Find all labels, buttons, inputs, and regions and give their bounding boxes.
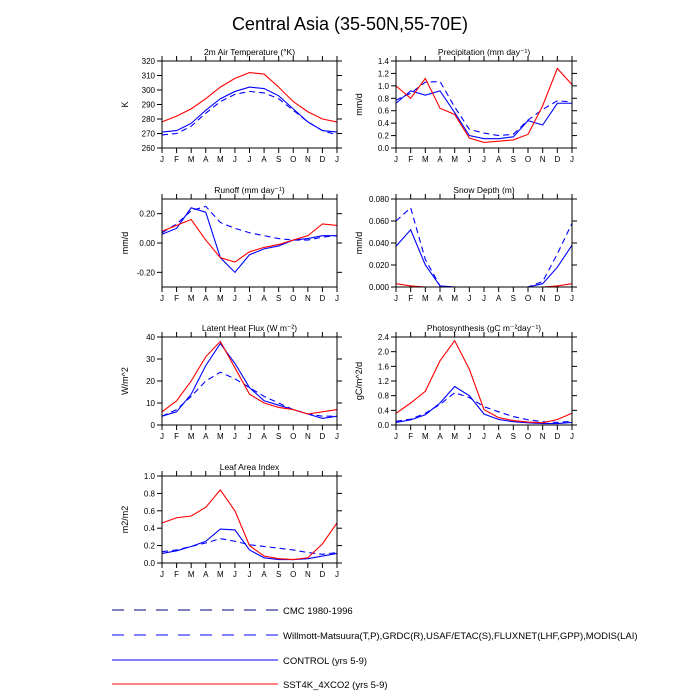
x-tick-label: N: [304, 570, 311, 579]
y-tick-label: 270: [141, 129, 155, 139]
series-line-sst4k: [162, 73, 337, 122]
y-tick-label: 2.4: [377, 333, 389, 342]
plot-frame: [162, 61, 337, 148]
panel-title: Leaf Area Index: [219, 462, 280, 472]
series-line-control: [396, 230, 572, 287]
y-tick-label: 0.00: [139, 239, 155, 248]
y-tick-label: 0.20: [139, 209, 155, 219]
x-tick-label: A: [203, 155, 209, 164]
plot-frame: [396, 337, 572, 425]
y-tick-label: 30: [146, 355, 155, 364]
x-tick-label: D: [319, 570, 326, 579]
y-tick-label: 0.2: [377, 131, 389, 141]
y-tick-label: 310: [141, 71, 155, 81]
series-line-obs: [396, 393, 572, 423]
x-tick-label: J: [482, 432, 486, 441]
x-tick-label: O: [290, 570, 297, 579]
x-tick-label: J: [160, 294, 164, 303]
x-tick-label: M: [421, 155, 429, 164]
x-tick-label: M: [216, 432, 224, 441]
x-tick-label: O: [290, 432, 297, 441]
x-tick-label: J: [467, 294, 472, 303]
x-tick-label: D: [319, 432, 326, 441]
y-tick-label: 1.0: [377, 81, 389, 91]
x-tick-label: J: [335, 570, 339, 579]
x-tick-label: M: [187, 155, 195, 164]
series-line-sst4k: [396, 68, 572, 142]
x-tick-label: A: [203, 294, 209, 303]
y-tick-label: 0.8: [377, 391, 389, 401]
y-tick-label: 280: [141, 115, 155, 124]
y-tick-label: 1.6: [377, 362, 389, 372]
x-tick-label: F: [174, 294, 180, 303]
panel-7: [120, 462, 342, 579]
x-tick-label: M: [421, 294, 429, 303]
x-tick-label: J: [394, 155, 398, 164]
x-tick-label: J: [482, 155, 486, 164]
x-tick-label: M: [187, 570, 195, 579]
x-tick-label: A: [203, 432, 209, 441]
x-tick-label: O: [290, 294, 297, 303]
x-tick-label: D: [319, 294, 326, 303]
x-tick-label: A: [437, 432, 443, 441]
series-line-sst4k: [396, 341, 572, 423]
x-tick-label: F: [174, 432, 180, 441]
y-tick-label: 0.6: [377, 106, 389, 116]
x-tick-label: J: [335, 432, 339, 441]
y-tick-label: 0.000: [368, 283, 389, 292]
x-tick-label: J: [482, 294, 486, 303]
x-tick-label: A: [495, 432, 502, 441]
legend: [112, 606, 638, 691]
y-tick-label: 1.2: [377, 377, 389, 386]
y-tick-label: 0.2: [143, 541, 155, 551]
x-tick-label: S: [275, 294, 282, 303]
series-line-sst4k: [162, 220, 337, 263]
x-tick-label: J: [335, 155, 339, 164]
plot-frame: [162, 337, 337, 425]
x-tick-label: S: [275, 570, 282, 579]
panel-title: Photosynthesis (gC m⁻²day⁻¹): [426, 323, 542, 333]
series-line-obs: [396, 82, 572, 136]
plot-frame: [396, 199, 572, 287]
y-tick-label: 20: [146, 377, 155, 386]
x-tick-label: S: [510, 432, 517, 441]
x-tick-label: J: [232, 570, 237, 579]
x-tick-label: J: [160, 432, 164, 441]
figure-title: Central Asia (35-50N,55-70E): [231, 14, 469, 34]
y-tick-label: 1.4: [377, 57, 389, 66]
x-tick-label: O: [524, 155, 532, 164]
x-tick-label: M: [421, 432, 429, 441]
legend-label-3: CONTROL (yrs 5-9): [283, 656, 368, 667]
x-tick-label: J: [570, 155, 574, 164]
y-tick-label: 0.4: [377, 406, 389, 416]
panel-6: [354, 323, 577, 441]
y-tick-label: 260: [141, 144, 155, 153]
x-tick-label: J: [247, 570, 252, 579]
x-tick-label: J: [394, 432, 398, 441]
legend-label-2: Willmott-Matsuura(T,P),GRDC(R),USAF/ETAC(S),FLUXNET(LHF,GPP),MODIS(LAI): [283, 631, 638, 642]
panel-2: [354, 47, 577, 164]
plot-frame: [396, 61, 572, 148]
y-axis-label: mm/d: [354, 231, 364, 255]
panel-3: [120, 185, 342, 303]
x-tick-label: M: [216, 155, 224, 164]
panel-title: Latent Heat Flux (W m⁻²): [201, 323, 298, 333]
y-tick-label: 0.8: [377, 94, 389, 104]
x-tick-label: M: [216, 570, 224, 579]
x-tick-label: A: [261, 432, 267, 441]
y-axis-label: gC/m^2/d: [354, 361, 364, 401]
legend-label-1: CMC 1980-1996: [283, 606, 353, 617]
x-tick-label: D: [554, 432, 561, 441]
x-tick-label: S: [510, 294, 517, 303]
y-tick-label: 0.0: [377, 421, 389, 430]
x-tick-label: S: [510, 155, 517, 164]
x-tick-label: A: [495, 155, 502, 164]
y-tick-label: 0.080: [368, 195, 389, 204]
x-tick-label: A: [261, 155, 267, 164]
x-tick-label: O: [290, 155, 297, 164]
x-tick-label: O: [524, 432, 532, 441]
panel-title: Runoff (mm day⁻¹): [214, 185, 285, 195]
y-tick-label: 0.020: [368, 261, 389, 270]
panels: [120, 47, 577, 579]
x-tick-label: M: [187, 294, 195, 303]
x-tick-label: F: [174, 570, 180, 579]
y-tick-label: 0.6: [143, 506, 155, 516]
y-axis-label: m2/m2: [120, 505, 130, 534]
series-line-control: [162, 87, 337, 132]
x-tick-label: D: [319, 155, 326, 164]
x-tick-label: J: [467, 155, 472, 164]
x-tick-label: A: [261, 570, 267, 579]
x-tick-label: S: [275, 432, 282, 441]
x-tick-label: N: [304, 294, 311, 303]
y-tick-label: 0.4: [377, 119, 389, 129]
series-line-obs: [396, 208, 572, 287]
series-line-control: [396, 387, 572, 424]
x-tick-label: M: [451, 432, 459, 441]
y-axis-label: mm/d: [120, 231, 130, 255]
y-tick-label: 1.2: [377, 69, 389, 79]
y-tick-label: 0.040: [368, 239, 389, 248]
x-tick-label: D: [554, 294, 561, 303]
x-tick-label: M: [216, 294, 224, 303]
x-tick-label: D: [554, 155, 561, 164]
x-tick-label: J: [232, 155, 237, 164]
y-tick-label: 290: [141, 100, 155, 110]
x-tick-label: J: [335, 294, 339, 303]
x-tick-label: M: [187, 432, 195, 441]
x-tick-label: N: [304, 155, 311, 164]
x-tick-label: J: [247, 155, 252, 164]
series-line-control: [162, 344, 337, 419]
y-tick-label: -0.20: [136, 268, 155, 278]
x-tick-label: J: [247, 432, 252, 441]
x-tick-label: J: [570, 432, 574, 441]
y-tick-label: 300: [141, 86, 155, 95]
x-tick-label: J: [467, 432, 472, 441]
x-tick-label: A: [437, 155, 443, 164]
x-tick-label: N: [539, 294, 546, 303]
x-tick-label: O: [524, 294, 532, 303]
y-axis-label: K: [120, 101, 130, 108]
x-tick-label: J: [160, 570, 164, 579]
series-line-sst4k: [162, 341, 337, 414]
y-tick-label: 0.060: [368, 217, 389, 226]
y-tick-label: 40: [146, 333, 155, 342]
panel-5: [120, 323, 342, 441]
x-tick-label: A: [261, 294, 267, 303]
panel-title: Snow Depth (m): [453, 185, 515, 195]
x-tick-label: A: [203, 570, 209, 579]
y-axis-label: W/m^2: [120, 367, 130, 395]
panel-1: [120, 47, 342, 164]
x-tick-label: J: [232, 294, 237, 303]
panel-title: Precipitation (mm day⁻¹): [437, 47, 531, 57]
x-tick-label: F: [408, 294, 414, 303]
x-tick-label: J: [394, 294, 398, 303]
x-tick-label: J: [160, 155, 164, 164]
series-line-obs: [162, 539, 337, 555]
x-tick-label: J: [570, 294, 574, 303]
x-tick-label: N: [304, 432, 311, 441]
x-tick-label: F: [408, 155, 414, 164]
series-line-control: [162, 208, 337, 273]
y-tick-label: 0: [150, 421, 155, 430]
x-tick-label: M: [451, 294, 459, 303]
x-tick-label: A: [437, 294, 443, 303]
y-tick-label: 10: [146, 399, 155, 408]
panel-title: 2m Air Temperature (°K): [203, 47, 296, 57]
x-tick-label: J: [247, 294, 252, 303]
x-tick-label: F: [174, 155, 180, 164]
legend-label-4: SST4K_4XCO2 (yrs 5-9): [283, 680, 388, 691]
y-axis-label: mm/d: [354, 93, 364, 116]
y-tick-label: 320: [141, 57, 155, 66]
y-tick-label: 0.0: [377, 144, 389, 153]
x-tick-label: F: [408, 432, 414, 441]
x-tick-label: J: [232, 432, 237, 441]
x-tick-label: N: [539, 432, 546, 441]
x-tick-label: M: [451, 155, 459, 164]
x-tick-label: A: [495, 294, 502, 303]
x-tick-label: S: [275, 155, 282, 164]
y-tick-label: 0.8: [143, 489, 155, 499]
y-tick-label: 2.0: [377, 347, 389, 357]
panel-4: [354, 185, 577, 303]
y-tick-label: 0.0: [143, 559, 155, 568]
y-tick-label: 1.0: [143, 472, 155, 481]
y-tick-label: 0.4: [143, 524, 155, 534]
x-tick-label: N: [539, 155, 546, 164]
